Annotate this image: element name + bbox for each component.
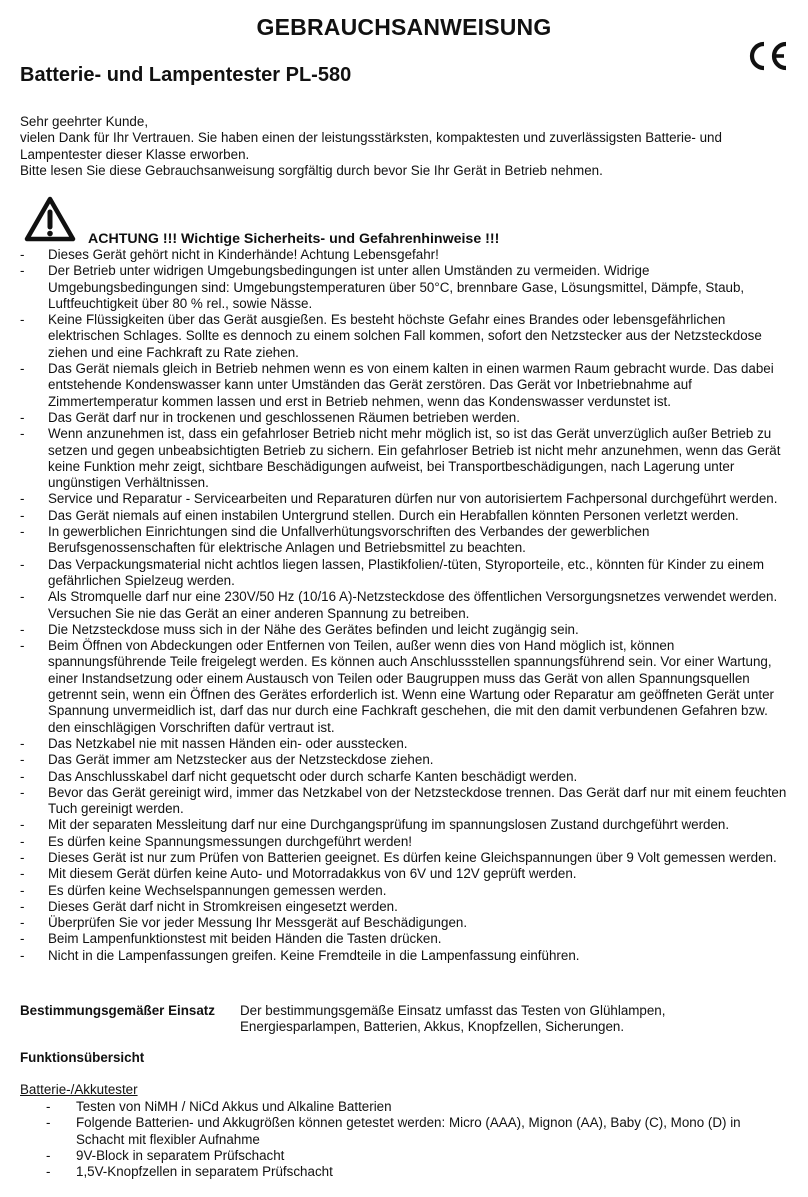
safety-item: - Mit der separaten Messleitung darf nur eine Durchgangsprüfung im spannungslosen Zustand durchgeführt werden. <box>20 817 790 833</box>
document-subtitle: Batterie- und Lampentester PL-580 <box>20 64 352 86</box>
document-title: GEBRAUCHSANWEISUNG <box>256 14 552 40</box>
intro-line: vielen Dank für Ihr Vertrauen. Sie haben einen der leistungsstärksten, kompaktesten und zuverlässigsten Batterie- und <box>20 130 722 146</box>
safety-item: - Keine Flüssigkeiten über das Gerät ausgießen. Es besteht höchste Gefahr eines Brandes oder lebensgefährlichen elektrischen Schlages. Sollte es dennoch zu einem solchen Fall kommen, sofort den Netzstecker aus der Netzsteckdose ziehen und eine Fachkraft zu Rate ziehen. <box>20 312 790 361</box>
functions-heading: Funktionsübersicht <box>20 1050 145 1065</box>
battery-tester-list <box>46 1099 776 1180</box>
battery-item: - Testen von NiMH / NiCd Akkus und Alkaline Batterien <box>46 1099 776 1115</box>
safety-item: - Dieses Gerät ist nur zum Prüfen von Batterien geeignet. Es dürfen keine Gleichspannungen über 9 Volt gemessen werden. <box>20 850 790 866</box>
safety-item: - Das Gerät niemals gleich in Betrieb nehmen wenn es von einem kalten in einen warmen Raum gebracht wurde. Das dabei entstehende Kondenswasser kann unter Umständen das Gerät zerstören. Das Gerät vor Inbetriebnahme auf Zimmertemperatur kommen lassen und erst in Betrieb nehmen, wenn das Kondenswasser verdunstet ist. <box>20 361 790 410</box>
safety-item: - Service und Reparatur - Servicearbeiten und Reparaturen dürfen nur von autorisiertem Fachpersonal durchgeführt werden. <box>20 491 790 507</box>
battery-item: - 9V-Block in separatem Prüfschacht <box>46 1148 776 1164</box>
ce-mark-icon <box>744 38 790 74</box>
safety-item: - In gewerblichen Einrichtungen sind die Unfallverhütungsvorschriften des Verbandes der gewerblichen Berufsgenossenschaften für elektrische Anlagen und Betriebsmittel zu beachten. <box>20 524 790 557</box>
safety-item: - Bevor das Gerät gereinigt wird, immer das Netzkabel von der Netzsteckdose trennen. Das Gerät darf nur mit einem feuchten Tuch gereinigt werden. <box>20 785 790 818</box>
battery-item: - Folgende Batterien- und Akkugrößen können getestet werden: Micro (AAA), Mignon (AA), Baby (C), Mono (D) in Schacht mit flexibler Aufnahme <box>46 1115 776 1148</box>
battery-item: - 1,5V-Knopfzellen in separatem Prüfschacht <box>46 1164 776 1180</box>
safety-item: - Das Netzkabel nie mit nassen Händen ein- oder ausstecken. <box>20 736 790 752</box>
safety-item: - Es dürfen keine Spannungsmessungen durchgeführt werden! <box>20 834 790 850</box>
usage-text: Der bestimmungsgemäße Einsatz umfasst das Testen von Glühlampen, Energiesparlampen, Batterien, Akkus, Knopfzellen, Sicherungen. <box>240 1003 666 1035</box>
safety-item: - Mit diesem Gerät dürfen keine Auto- und Motorradakkus von 6V und 12V geprüft werden. <box>20 866 790 882</box>
safety-item: - Überprüfen Sie vor jeder Messung Ihr Messgerät auf Beschädigungen. <box>20 915 790 931</box>
safety-item: - Dieses Gerät gehört nicht in Kinderhände! Achtung Lebensgefahr! <box>20 247 790 263</box>
safety-item: - Das Gerät darf nur in trockenen und geschlossenen Räumen betrieben werden. <box>20 410 790 426</box>
safety-item: - Der Betrieb unter widrigen Umgebungsbedingungen ist unter allen Umständen zu vermeiden. Widrige Umgebungsbedingungen sind: Umgebungstemperaturen über 50°C, brennbare Gase, Lösungsmittel, Dämpfe, Staub, Luftfeuchtigkeit über 80 % rel., sowie Nässe. <box>20 263 790 312</box>
intro-paragraph <box>20 114 790 179</box>
safety-item: - Nicht in die Lampenfassungen greifen. Keine Fremdteile in die Lampenfassung einführen. <box>20 948 790 964</box>
intro-line: Sehr geehrter Kunde, <box>20 114 149 129</box>
battery-tester-heading: Batterie-/Akkutester <box>20 1082 138 1097</box>
safety-item: - Das Anschlusskabel darf nicht gequetscht oder durch scharfe Kanten beschädigt werden. <box>20 769 790 785</box>
safety-item: - Die Netzsteckdose muss sich in der Nähe des Gerätes befinden und leicht zugängig sein. <box>20 622 790 638</box>
intro-line: Lampentester dieser Klasse erworben. <box>20 146 250 162</box>
safety-item: - Beim Lampenfunktionstest mit beiden Händen die Tasten drücken. <box>20 931 790 947</box>
safety-item: - Dieses Gerät darf nicht in Stromkreisen eingesetzt werden. <box>20 899 790 915</box>
safety-heading: ACHTUNG !!! Wichtige Sicherheits- und Gefahrenhinweise !!! <box>88 231 500 247</box>
safety-item: - Das Gerät niemals auf einen instabilen Untergrund stellen. Durch ein Herabfallen könnten Personen verletzt werden. <box>20 508 790 524</box>
safety-item: - Beim Öffnen von Abdeckungen oder Entfernen von Teilen, außer wenn dies von Hand möglich ist, können spannungsführende Teile freigelegt werden. Es können auch Anschlussstellen spannungsführend sein. Vor einer Wartung, einer Instandsetzung oder einem Austausch von Teilen oder Baugruppen muss das Gerät von allen Spannungsquellen getrennt sein, wenn ein Öffnen des Gerätes erforderlich ist. Wenn eine Wartung oder Reparatur am geöffneten Gerät unter Spannung unvermeidlich ist, darf das nur durch eine Fachkraft geschehen, die mit den damit verbundenen Gefahren bzw. den einschlägigen Vorschriften dafür vertraut ist. <box>20 638 790 736</box>
safety-item: - Als Stromquelle darf nur eine 230V/50 Hz (10/16 A)-Netzsteckdose des öffentlichen Versorgungsnetzes verwendet werden. Versuchen Sie nie das Gerät an einer anderen Spannung zu betreiben. <box>20 589 790 622</box>
safety-item: - Das Gerät immer am Netzstecker aus der Netzsteckdose ziehen. <box>20 752 790 768</box>
safety-item: - Es dürfen keine Wechselspannungen gemessen werden. <box>20 883 790 899</box>
safety-item: - Wenn anzunehmen ist, dass ein gefahrloser Betrieb nicht mehr möglich ist, so ist das Gerät unverzüglich außer Betrieb zu setzen und gegen unbeabsichtigten Betrieb zu sichern. Ein gefahrloser Betrieb ist nicht mehr anzunehmen, wenn das Gerät keine Funktion mehr zeigt, sichtbare Beschädigungen aufweist, bei Transportbeschädigungen, nach Lagerung unter ungünstigen Verhältnissen. <box>20 426 790 491</box>
safety-item: - Das Verpackungsmaterial nicht achtlos liegen lassen, Plastikfolien/-tüten, Styroporteile, etc., könnten für Kinder zu einem gefährlichen Spielzeug werden. <box>20 557 790 590</box>
warning-triangle-icon <box>24 196 76 242</box>
intro-line: Bitte lesen Sie diese Gebrauchsanweisung sorgfältig durch bevor Sie Ihr Gerät in Betrieb nehmen. <box>20 162 603 178</box>
safety-list <box>20 247 790 964</box>
usage-label: Bestimmungsgemäßer Einsatz <box>20 1003 215 1018</box>
